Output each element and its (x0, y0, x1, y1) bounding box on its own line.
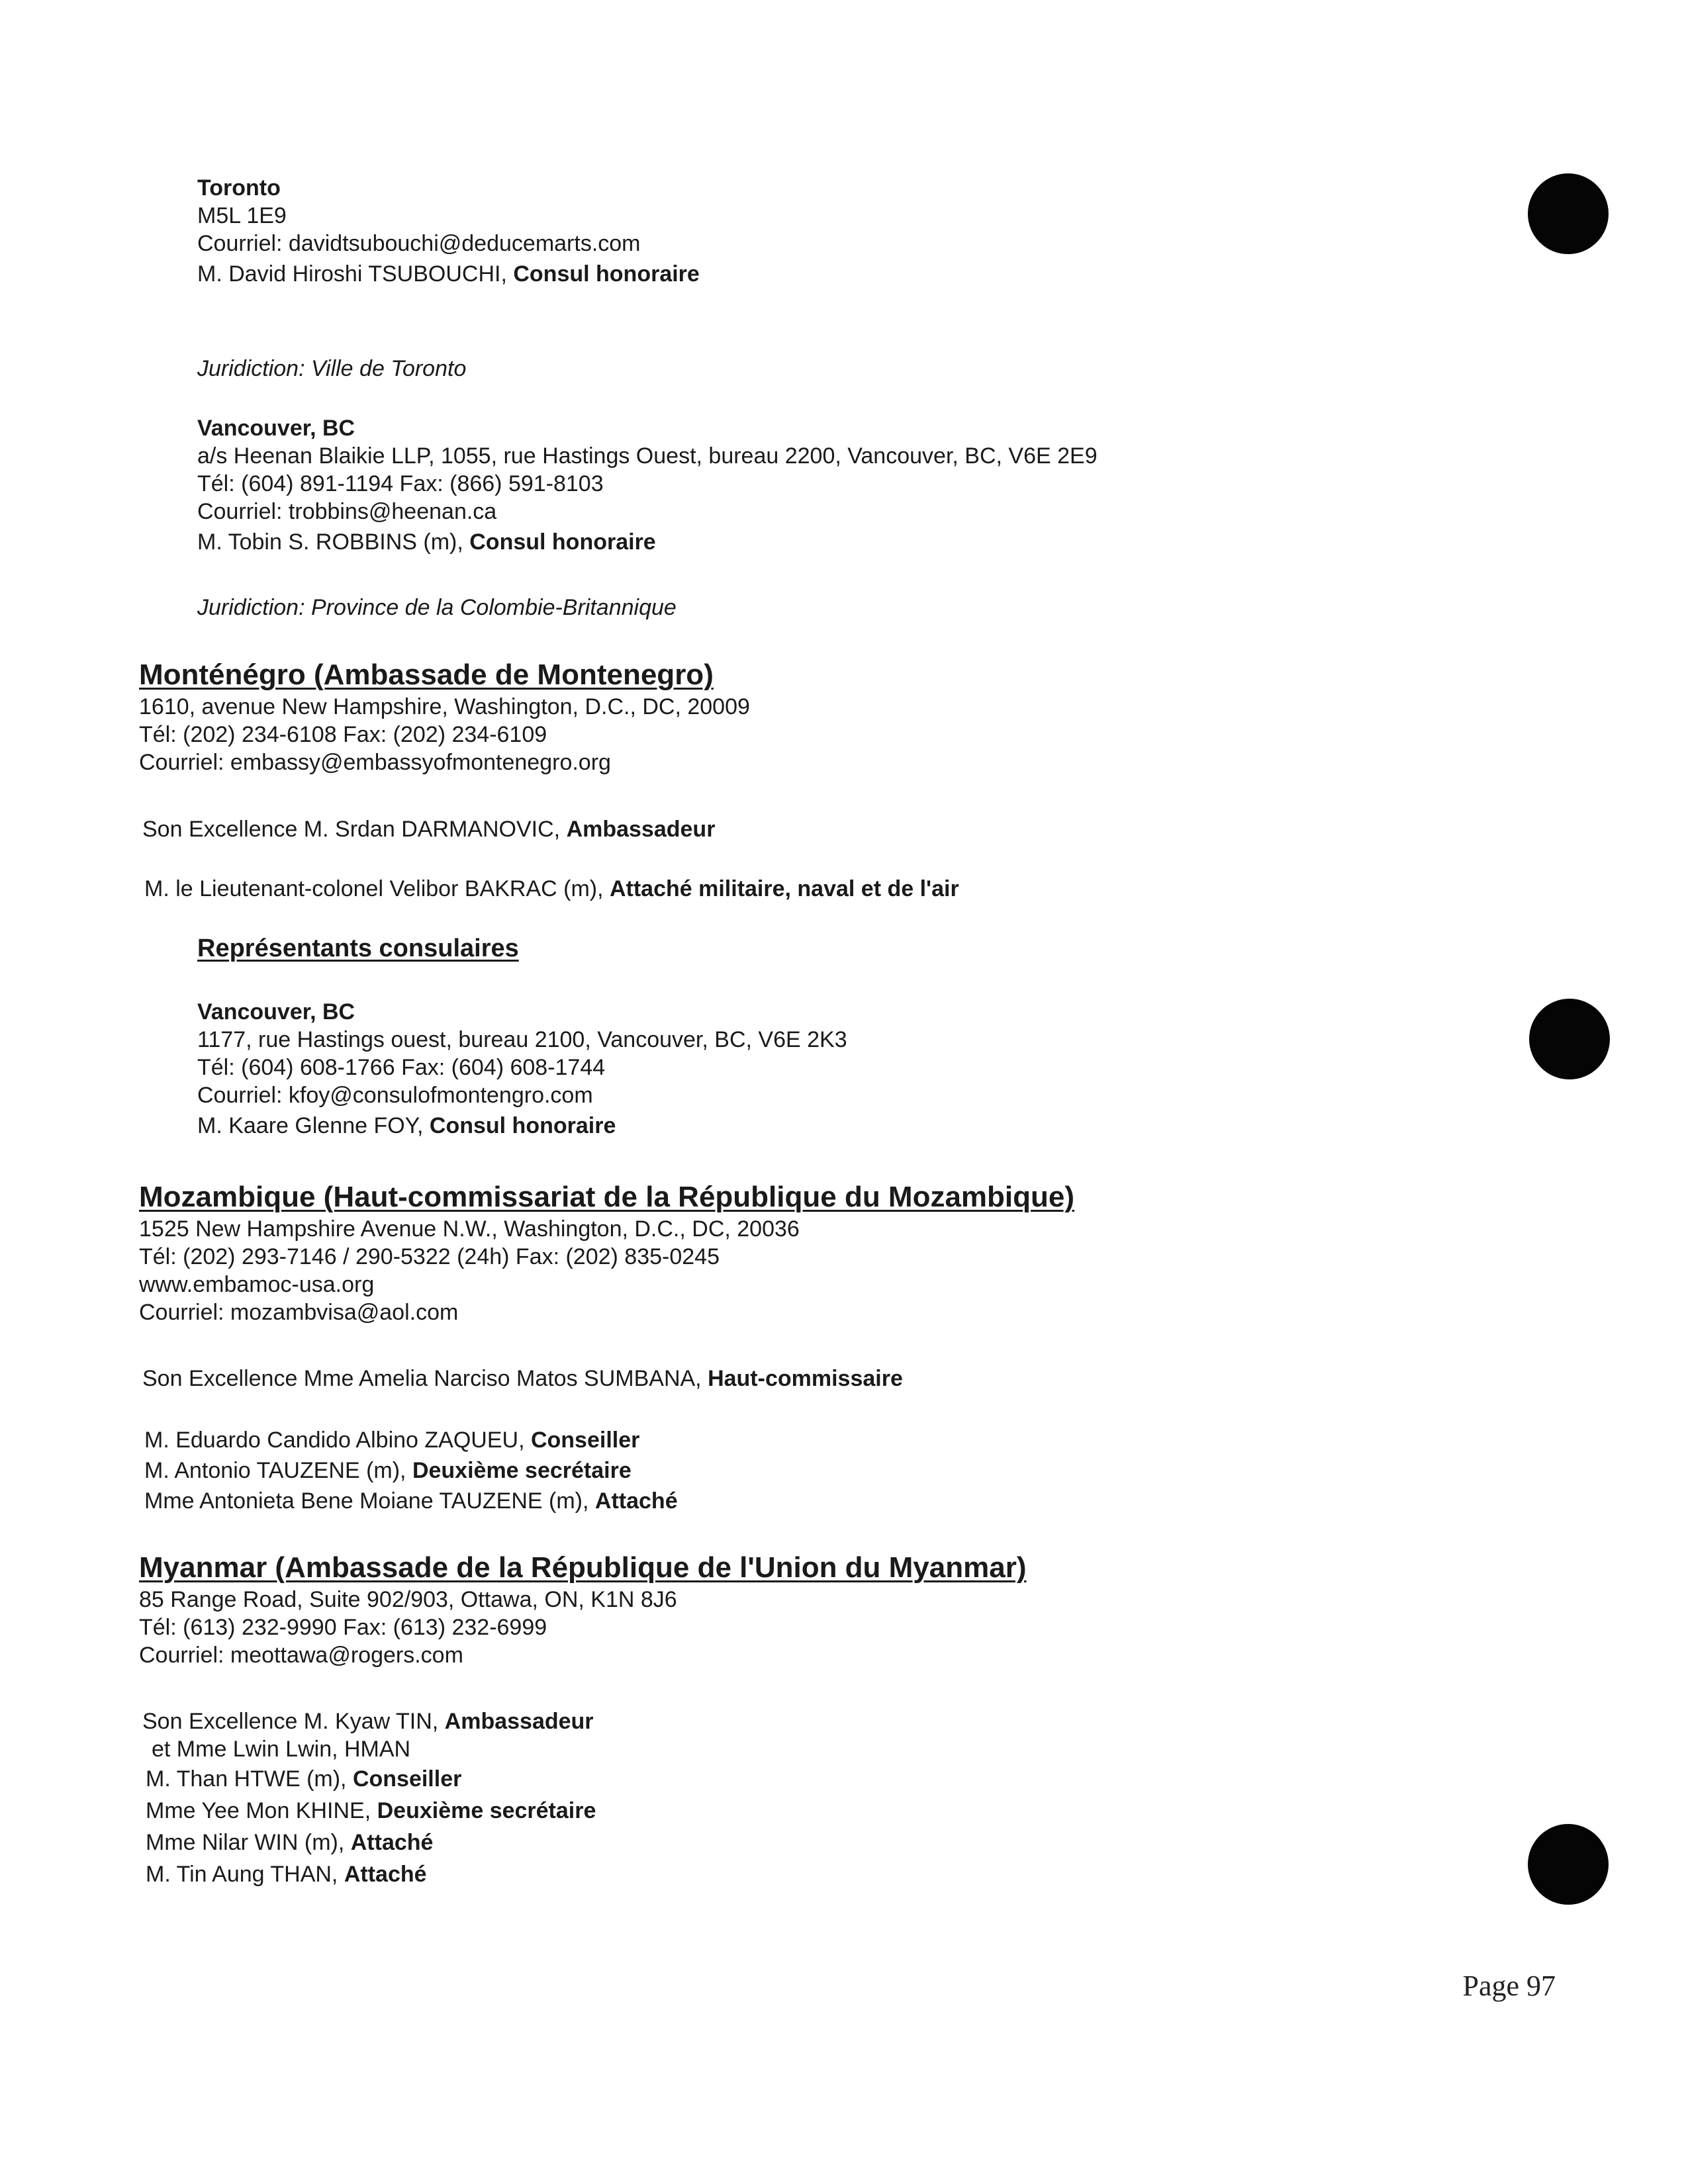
person-title: Haut-commissaire (708, 1366, 903, 1391)
person-title: Consul honoraire (429, 1113, 616, 1138)
person-title: Ambassadeur (444, 1709, 594, 1734)
vancouver-entry-1 (197, 414, 1098, 556)
person-title: Attaché militaire, naval et de l'air (609, 876, 959, 901)
person-title: Conseiller (352, 1766, 462, 1792)
person-name: M. David Hiroshi TSUBOUCHI, (197, 261, 507, 287)
mozambique-section (139, 1179, 1074, 1326)
country-heading: Myanmar (Ambassade de la République de l'Union du Myanmar) (139, 1551, 1027, 1584)
phone-fax: Tél: (604) 608-1766 Fax: (604) 608-1744 (197, 1055, 606, 1080)
city-name: Vancouver, BC (197, 416, 355, 441)
address: a/s Heenan Blaikie LLP, 1055, rue Hastings Ouest, bureau 2200, Vancouver, BC, V6E 2E9 (197, 443, 1098, 469)
phone-fax: Tél: (202) 234-6108 Fax: (202) 234-6109 (139, 722, 547, 747)
punch-hole-middle (1529, 999, 1610, 1079)
mozambique-staff (144, 1425, 678, 1516)
person-line (142, 815, 715, 843)
person-name: M. Than HTWE (m), (146, 1766, 347, 1792)
jurisdiction: Juridiction: Province de la Colombie-Britannique (197, 595, 677, 620)
consular-subheading-block (197, 933, 519, 964)
person-line (197, 260, 700, 288)
staff-line (142, 1763, 596, 1795)
montenegro-consulate (197, 998, 847, 1140)
staff-line (144, 1425, 678, 1455)
montenegro-section (139, 657, 750, 776)
person-title: Consul honoraire (469, 529, 656, 555)
toronto-jurisdiction (197, 355, 466, 383)
address: 85 Range Road, Suite 902/903, Ottawa, ON, K1N 8J6 (139, 1587, 677, 1612)
spouse-line: et Mme Lwin Lwin, HMAN (152, 1737, 411, 1762)
person-name: M. Tobin S. ROBBINS (m), (197, 529, 463, 555)
page-number: Page 97 (1462, 1970, 1556, 2002)
country-heading: Monténégro (Ambassade de Montenegro) (139, 659, 714, 691)
myanmar-section (139, 1550, 1027, 1669)
email: Courriel: kfoy@consulofmontengro.com (197, 1083, 593, 1108)
person-name: M. Tin Aung THAN, (146, 1862, 338, 1887)
person-title: Ambassadeur (566, 817, 716, 842)
address: 1525 New Hampshire Avenue N.W., Washington, D.C., DC, 20036 (139, 1216, 800, 1242)
montenegro-attache (144, 875, 959, 903)
postal-code: M5L 1E9 (197, 203, 287, 228)
person-title: Conseiller (530, 1428, 640, 1453)
mozambique-head (142, 1365, 903, 1392)
staff-line (142, 1795, 596, 1827)
phone-fax: Tél: (613) 232-9990 Fax: (613) 232-6999 (139, 1615, 547, 1640)
address: 1610, avenue New Hampshire, Washington, D.C., DC, 20009 (139, 694, 750, 719)
person-name: M. le Lieutenant-colonel Velibor BAKRAC (m), (144, 876, 604, 901)
country-heading: Mozambique (Haut-commissariat de la République du Mozambique) (139, 1181, 1075, 1213)
person-line (142, 1707, 596, 1735)
person-title: Deuxième secrétaire (377, 1798, 596, 1823)
person-name: Mme Yee Mon KHINE, (146, 1798, 371, 1823)
person-line (197, 1112, 847, 1140)
city-name: Toronto (197, 175, 281, 201)
address: 1177, rue Hastings ouest, bureau 2100, Vancouver, BC, V6E 2K3 (197, 1027, 847, 1052)
website: www.embamoc-usa.org (139, 1272, 375, 1297)
person-line (197, 528, 1098, 556)
consular-heading: Représentants consulaires (197, 934, 519, 962)
staff-line (144, 1486, 678, 1516)
jurisdiction: Juridiction: Ville de Toronto (197, 356, 467, 381)
city-name: Vancouver, BC (197, 999, 355, 1024)
staff-line (142, 1827, 596, 1858)
email: Courriel: meottawa@rogers.com (139, 1643, 463, 1668)
person-line (144, 875, 959, 903)
person-line (142, 1365, 903, 1392)
toronto-entry (197, 174, 700, 288)
phone-fax: Tél: (604) 891-1194 Fax: (866) 591-8103 (197, 471, 604, 496)
montenegro-ambassador (142, 815, 715, 843)
person-name: M. Antonio TAUZENE (m), (144, 1458, 406, 1483)
person-name: Son Excellence Mme Amelia Narciso Matos SUMBANA, (142, 1366, 702, 1391)
person-title: Deuxième secrétaire (412, 1458, 632, 1483)
email: Courriel: mozambvisa@aol.com (139, 1300, 459, 1325)
myanmar-staff (142, 1707, 596, 1890)
person-name: M. Kaare Glenne FOY, (197, 1113, 424, 1138)
email: Courriel: embassy@embassyofmontenegro.org (139, 750, 611, 775)
person-name: Mme Antonieta Bene Moiane TAUZENE (m), (144, 1488, 589, 1514)
phone-fax: Tél: (202) 293-7146 / 290-5322 (24h) Fax: (202) 835-0245 (139, 1244, 720, 1269)
person-title: Attaché (594, 1488, 678, 1514)
email: Courriel: trobbins@heenan.ca (197, 499, 497, 524)
punch-hole-bottom (1528, 1824, 1609, 1905)
person-title: Consul honoraire (513, 261, 700, 287)
person-name: M. Eduardo Candido Albino ZAQUEU, (144, 1428, 525, 1453)
email: Courriel: davidtsubouchi@deducemarts.com (197, 231, 641, 256)
person-title: Attaché (344, 1862, 427, 1887)
staff-line (142, 1858, 596, 1890)
person-title: Attaché (350, 1830, 434, 1855)
person-name: Son Excellence M. Kyaw TIN, (142, 1709, 439, 1734)
staff-line (144, 1455, 678, 1486)
punch-hole-top (1528, 173, 1609, 254)
vancouver-jurisdiction (197, 594, 677, 621)
person-name: Mme Nilar WIN (m), (146, 1830, 345, 1855)
person-name: Son Excellence M. Srdan DARMANOVIC, (142, 817, 561, 842)
